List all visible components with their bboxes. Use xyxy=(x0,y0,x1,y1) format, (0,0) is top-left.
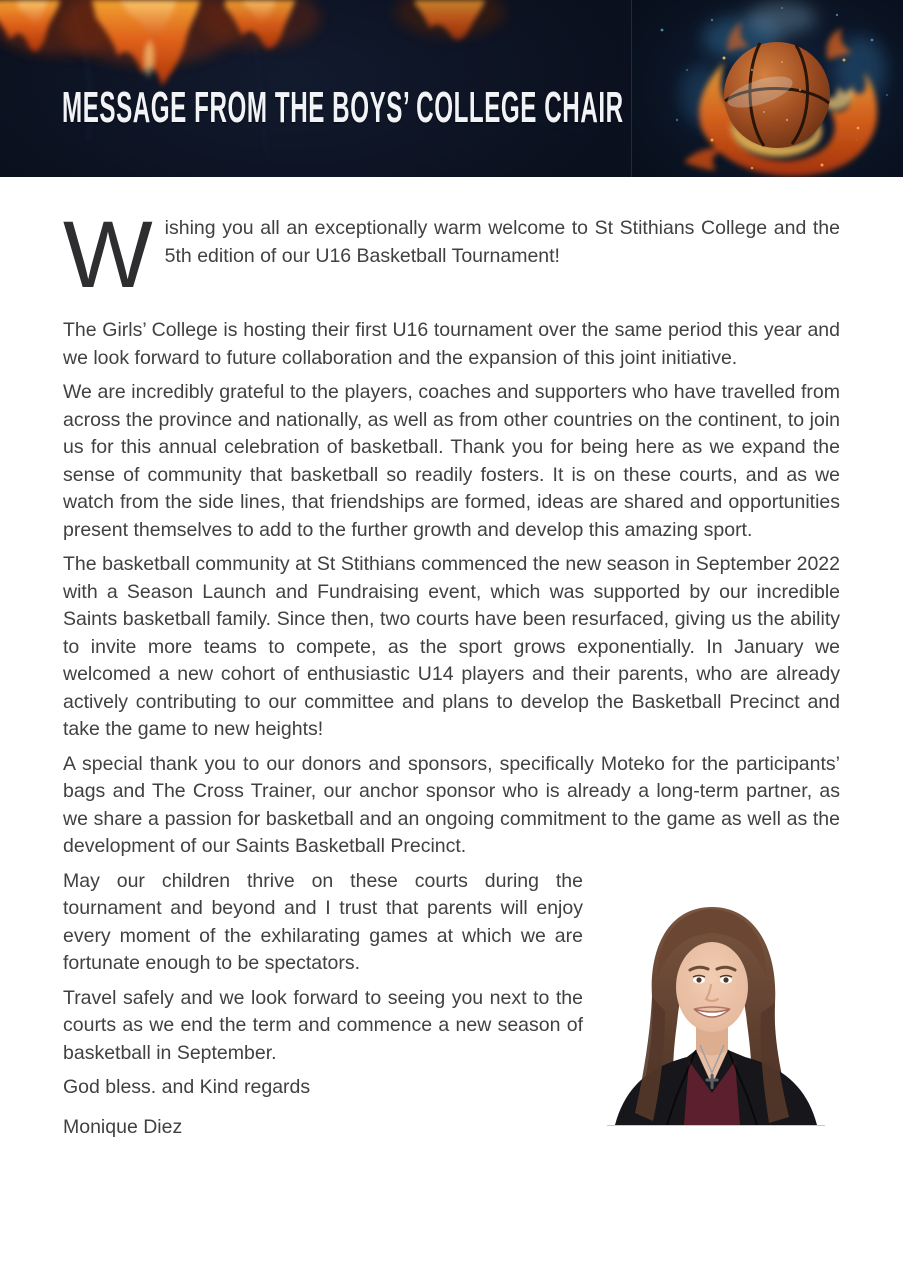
dropcap: W xyxy=(63,202,153,308)
body-paragraph-1: The Girls’ College is hosting their first U16 tournament over the same period this year and we look forward to future collaboration and the expansion of this joint initiative. xyxy=(63,319,840,369)
signature-name: Monique Diez xyxy=(63,1115,183,1138)
article-body xyxy=(0,202,903,1141)
basketball-fire-icon xyxy=(632,0,903,177)
left-text-column xyxy=(63,868,583,1142)
woman-portrait-icon xyxy=(607,895,825,1125)
page-title: MESSAGE FROM THE BOYS’ COLLEGE CHAIR xyxy=(62,83,624,132)
right-portrait-column xyxy=(583,868,840,1142)
chair-portrait-photo xyxy=(607,895,825,1126)
page-header-banner xyxy=(0,0,903,177)
intro-paragraph xyxy=(63,202,840,308)
body-paragraph-2: We are incredibly grateful to the players, coaches and supporters who have travelled from across the province and nationally, as well as from other countries on the continent, to join us for this annual celebration of basketball. Thank you for being here as we expand the sense of community that basketball so readily fosters. It is on these courts, and as we watch from the side lines, that friendships are formed, ideas are shared and opportunities present themselves to add to the further growth and develop this amazing sport. xyxy=(63,381,840,541)
closing-line: God bless. and Kind regards xyxy=(63,1076,311,1098)
body-paragraph-3: The basketball community at St Stithians commenced the new season in September 2022 with a Season Launch and Fundraising event, which was supported by our incredible Saints basketball family. Since then, two courts have been resurfaced, giving us the ability to invite more teams to compete, as the sport grows exponentially. In January we welcomed a new cohort of enthusiastic U14 players and their parents, who are already actively contributing to our committee and plans to develop the Basketball Precinct and take the game to new heights! xyxy=(63,553,840,740)
side-paragraph-2: Travel safely and we look forward to seeing you next to the courts as we end the term and commence a new season of basketball in September. xyxy=(63,986,583,1064)
side-paragraph-1: May our children thrive on these courts during the tournament and beyond and I trust that parents will enjoy every moment of the exhilarating games at which we are fortunate enough to be spectators. xyxy=(63,869,583,974)
body-paragraph-4: A special thank you to our donors and sponsors, specifically Moteko for the participants’ bags and The Cross Trainer, our anchor sponsor who is already a long-term partner, as we share a passion for basketball and an ongoing commitment to the game as well as the development of our Saints Basketball Precinct. xyxy=(63,752,840,857)
text-and-portrait-section xyxy=(63,868,840,1142)
intro-text: ishing you all an exceptionally warm welcome to St Stithians College and the 5th edition of our U16 Basketball Tournament! xyxy=(164,217,840,267)
flaming-basketball-image xyxy=(631,0,903,177)
